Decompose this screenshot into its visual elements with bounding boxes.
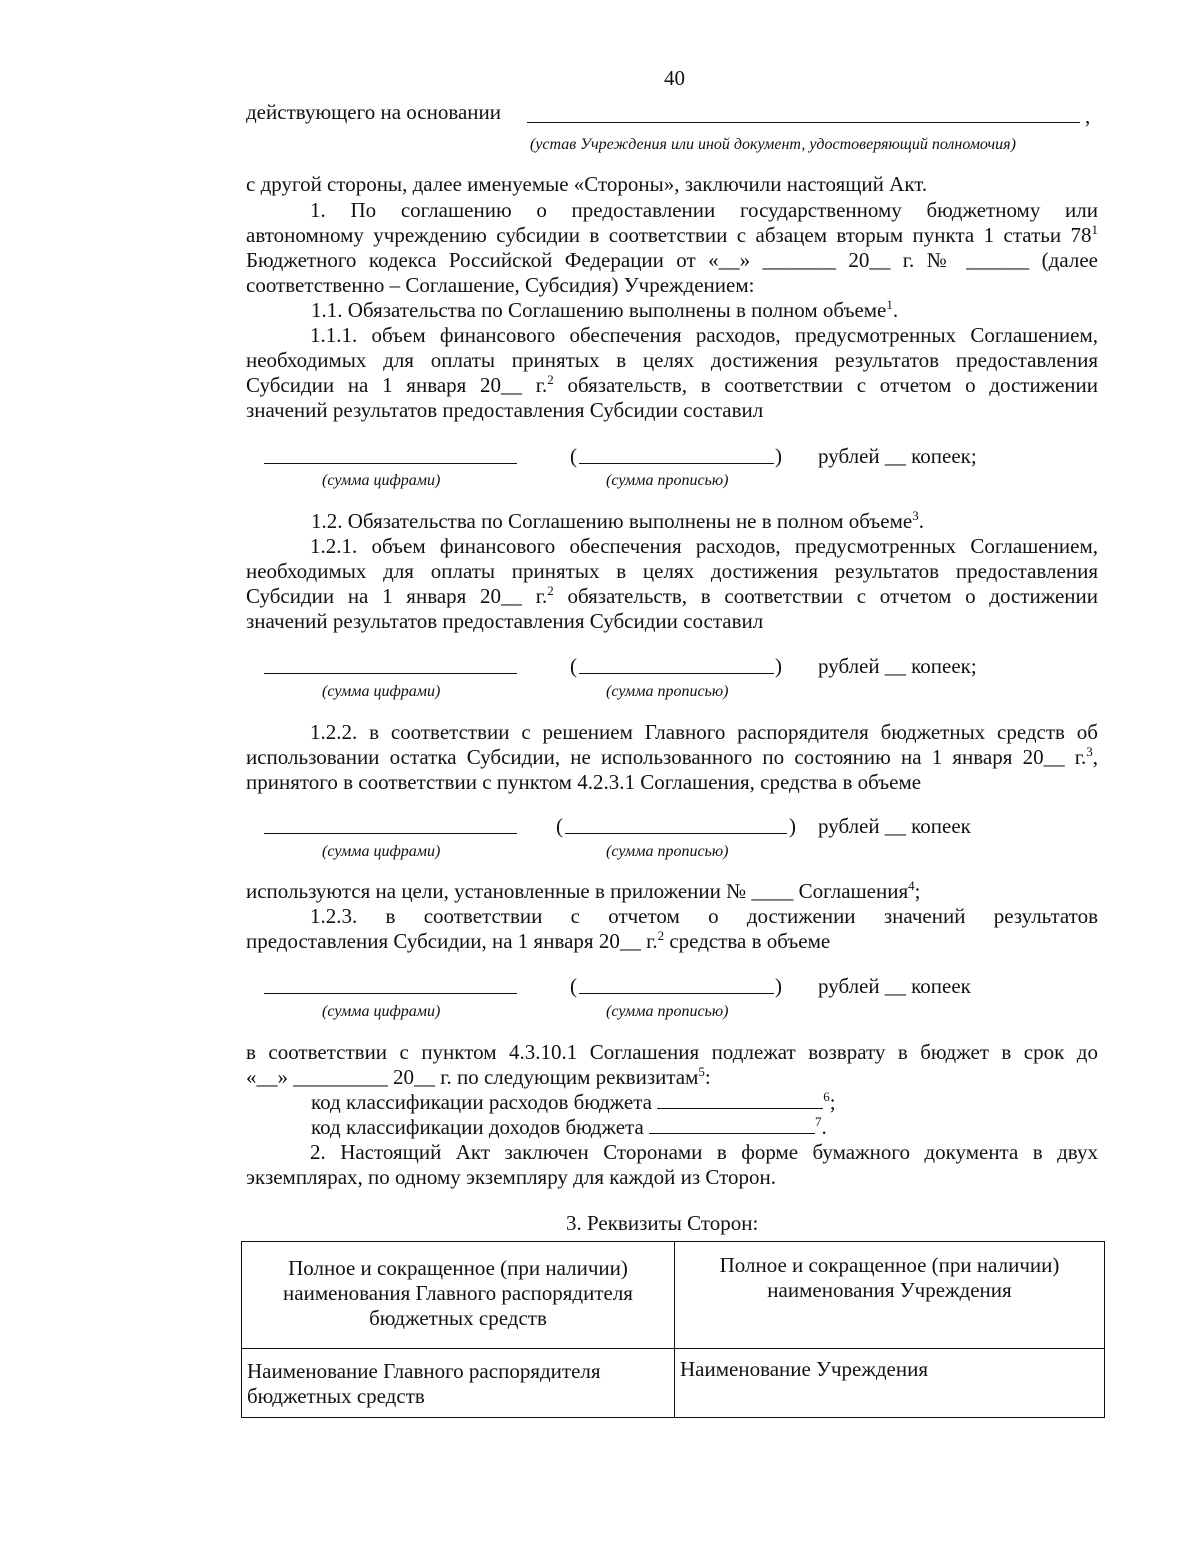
amount4-close-paren: ) [775,974,782,998]
return-line1: в соответствии с пунктом 4.3.10.1 Соглашения подлежат возврату в бюджет в срок до [246,1040,1098,1064]
used-purpose-text: используются на цели, установленные в приложении № ____ Соглашения$^4$; [246,878,921,903]
amount2-close-paren: ) [775,654,782,678]
amount4-words-line[interactable] [579,993,774,994]
p122-line2: использовании остатка Субсидии, не использованного по состоянию на 1 января 20__ г.$^3$, [246,744,1098,769]
p1-line3: Бюджетного кодекса Российской Федерации от «__» _______ 20__ г. № ______ (далее [246,248,1098,272]
p1-line2: автономному учреждению субсидии в соответствии с абзацем вторым пункта 1 статьи $78^1$ [246,222,1098,247]
amount1-open-paren: ( [570,444,577,468]
amount3-rub: рублей __ копеек [818,814,971,838]
table-row [242,1349,1105,1418]
p122-line3: принятого в соответствии с пунктом 4.2.3.1 Соглашения, средства в объеме [246,770,922,794]
code-income: код классификации доходов бюджета $^7$. [311,1114,827,1139]
p1-line4: соответственно – Соглашение, Субсидия) Учреждением: [246,273,755,297]
sides-paragraph: с другой стороны, далее именуемые «Стороны», заключили настоящий Акт. [246,172,928,196]
p121-line1: 1.2.1. объем финансового обеспечения расходов, предусмотренных Соглашением, [310,534,1098,558]
p2-line1: 2. Настоящий Акт заключен Сторонами в форме бумажного документа в двух [310,1140,1098,1164]
amount2-words-line[interactable] [579,673,774,674]
amount1-caption-digits: (сумма цифрами) [322,472,441,489]
section3-title: 3. Реквизиты Сторон: [566,1211,759,1235]
return-line2: «__» _________ 20__ г. по следующим реквизитам$^5$: [246,1064,711,1089]
amount2-caption-digits: (сумма цифрами) [322,683,441,700]
p121-line2: необходимых для оплаты принятых в целях достижения результатов предоставления [246,559,1098,583]
header-left-line3: бюджетных средств [369,1306,547,1330]
p111-line3: Субсидии на 1 января 20__ г.$^2$ обязательств, в соответствии с отчетом о достижении [246,372,1098,397]
p123-line1: 1.2.3. в соответствии с отчетом о достижении значений результатов [310,904,1098,928]
header-cell-left [242,1242,675,1349]
amount3-close-paren: ) [789,814,796,838]
amount4-open-paren: ( [570,974,577,998]
p121-line3: Субсидии на 1 января 20__ г.$^2$ обязательств, в соответствии с отчетом о достижении [246,583,1098,608]
amount4-caption-digits: (сумма цифрами) [322,1003,441,1020]
p121-line4: значений результатов предоставления Субсидии составил [246,609,764,633]
amount1-close-paren: ) [775,444,782,468]
basis-blank-line[interactable] [527,122,1080,123]
header-left-line1: Полное и сокращенное (при наличии) [288,1256,628,1280]
header-right-line2: наименования Учреждения [767,1278,1012,1302]
row-cell-right [675,1349,1105,1418]
amount1-rub: рублей __ копеек; [818,444,977,468]
header-right-line1: Полное и сокращенное (при наличии) [719,1253,1060,1277]
amount3-caption-words: (сумма прописью) [606,843,729,860]
table-header-row [242,1242,1105,1349]
amount2-open-paren: ( [570,654,577,678]
amount2-caption-words: (сумма прописью) [606,683,729,700]
amount1-digits-line[interactable] [264,463,517,464]
amount1-caption-words: (сумма прописью) [606,472,729,489]
p111-line2: необходимых для оплаты принятых в целях достижения результатов предоставления [246,348,1098,372]
p123-line2: предоставления Субсидии, на 1 января 20__ г.$^2$ средства в объеме [246,928,831,953]
p1-line1: 1. По соглашению о предоставлении государственному бюджетному или [310,198,1098,222]
p2-line2: экземплярах, по одному экземпляру для каждой из Сторон. [246,1165,777,1189]
page-number: 40 [664,66,685,90]
amount3-caption-digits: (сумма цифрами) [322,843,441,860]
header-left-line2: наименования Главного распорядителя [283,1281,633,1305]
row-left-line2: бюджетных средств [247,1384,425,1408]
p111-line4: значений результатов предоставления Субсидии составил [246,398,764,422]
row-cell-left [242,1349,675,1418]
p111-line1: 1.1.1. объем финансового обеспечения расходов, предусмотренных Соглашением, [310,323,1098,347]
p122-line1: 1.2.2. в соответствии с решением Главного распорядителя бюджетных средств об [310,720,1098,744]
code-income-field[interactable] [649,1117,815,1134]
p12-text: 1.2. Обязательства по Соглашению выполнены не в полном объеме$^3$. [311,508,924,533]
header-cell-right [675,1242,1105,1349]
requisites-table [241,1241,1105,1418]
amount2-rub: рублей __ копеек; [818,654,977,678]
amount3-open-paren: ( [556,814,563,838]
basis-caption: (устав Учреждения или иной документ, удостоверяющий полномочия) [530,136,1016,153]
amount2-digits-line[interactable] [264,673,517,674]
basis-comma: , [1085,104,1091,128]
amount3-digits-line[interactable] [264,833,517,834]
p11-text: 1.1. Обязательства по Соглашению выполнены в полном объеме$^1$. [311,297,899,322]
amount4-caption-words: (сумма прописью) [606,1003,729,1020]
code-expenses-field[interactable] [657,1092,823,1109]
row-right-line1: Наименование Учреждения [680,1357,928,1381]
amount4-rub: рублей __ копеек [818,974,971,998]
amount3-words-line[interactable] [565,833,787,834]
amount4-digits-line[interactable] [264,993,517,994]
row-left-line1: Наименование Главного распорядителя [247,1359,601,1383]
amount1-words-line[interactable] [579,463,774,464]
basis-prefix: действующего на основании [246,100,502,124]
code-expenses: код классификации расходов бюджета $^6$; [311,1089,836,1114]
